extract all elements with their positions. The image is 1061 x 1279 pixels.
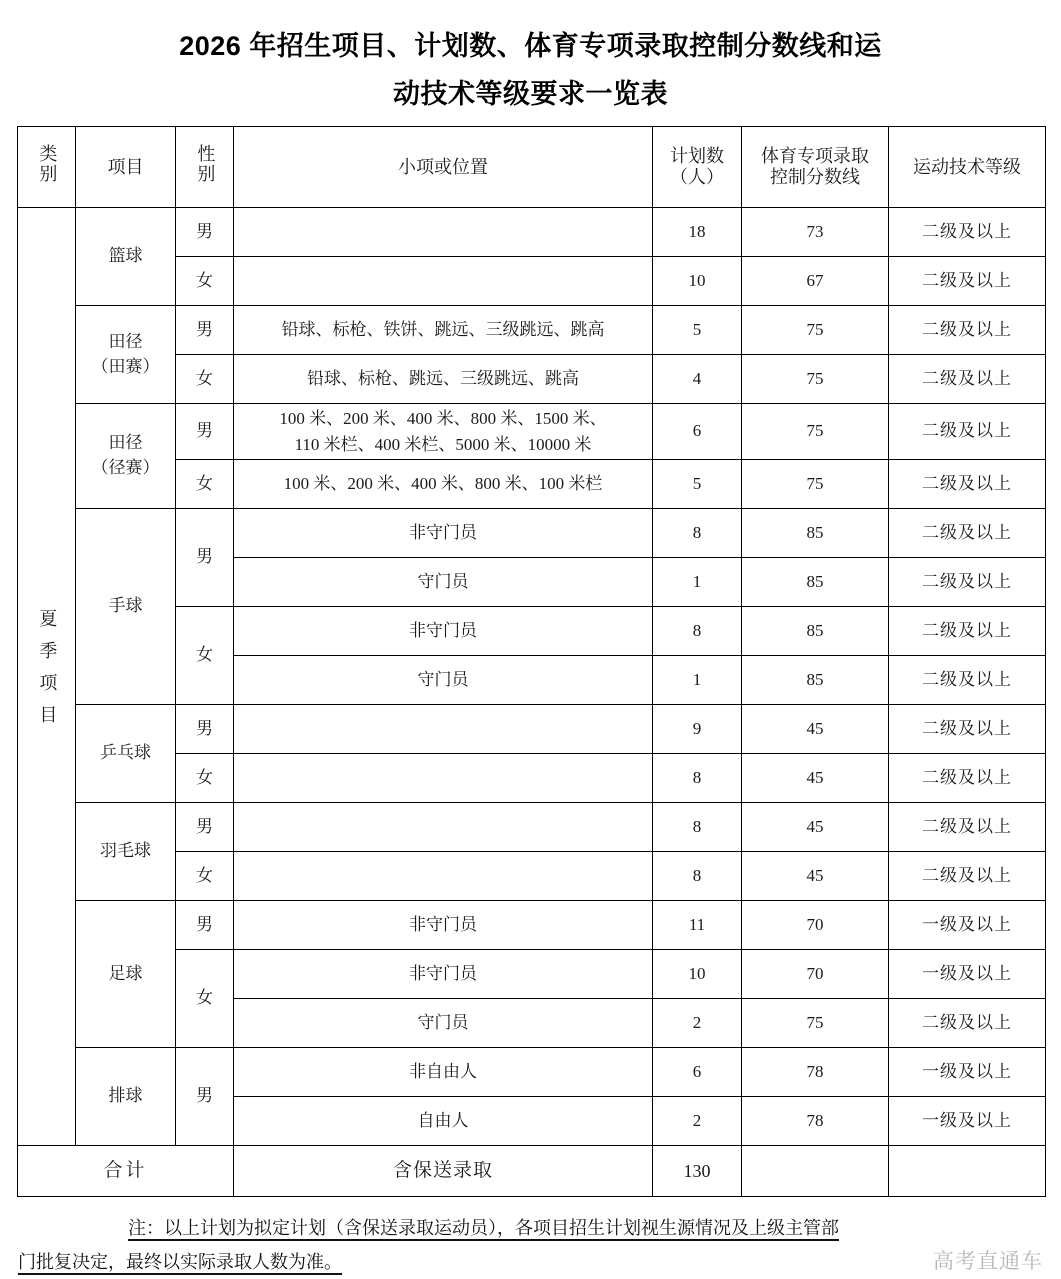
event-cell bbox=[76, 901, 176, 1048]
sub-event-cell bbox=[234, 1048, 653, 1097]
category-cell bbox=[18, 208, 76, 1146]
tech-level-cell: 二级及以上 bbox=[889, 558, 1046, 607]
score-line-cell: 75 bbox=[742, 460, 889, 509]
footnote-line-2: 门批复决定，最终以实际录取人数为准。 bbox=[18, 1252, 342, 1272]
header-plan-count-line2: （人） bbox=[670, 167, 724, 187]
plan-count-cell: 9 bbox=[653, 705, 742, 754]
event-cell bbox=[76, 509, 176, 705]
header-event bbox=[76, 127, 176, 208]
header-sex bbox=[176, 127, 234, 208]
sub-event-cell bbox=[234, 950, 653, 999]
plan-count-cell: 5 bbox=[653, 306, 742, 355]
score-line-cell: 67 bbox=[742, 257, 889, 306]
tech-level-cell: 二级及以上 bbox=[889, 460, 1046, 509]
header-sex-label: 性别 bbox=[195, 143, 216, 184]
table-row bbox=[18, 306, 1046, 355]
sub-event-text: 100 米、200 米、400 米、800 米、100 米栏 bbox=[283, 474, 603, 494]
header-plan-count bbox=[653, 127, 742, 208]
event-name: 篮球 bbox=[108, 246, 143, 266]
plan-count-cell: 10 bbox=[653, 950, 742, 999]
total-plan-count-cell: 130 bbox=[653, 1146, 742, 1197]
sex-cell: 女 bbox=[176, 355, 234, 404]
tech-level-cell: 一级及以上 bbox=[889, 950, 1046, 999]
event-cell bbox=[76, 404, 176, 509]
score-line-cell: 85 bbox=[742, 607, 889, 656]
tech-level-cell: 一级及以上 bbox=[889, 901, 1046, 950]
sex-cell: 女 bbox=[176, 257, 234, 306]
event-cell bbox=[76, 306, 176, 404]
header-score-line bbox=[742, 127, 889, 208]
header-category bbox=[18, 127, 76, 208]
tech-level-cell: 二级及以上 bbox=[889, 306, 1046, 355]
plan-count-cell: 5 bbox=[653, 460, 742, 509]
score-line-cell: 75 bbox=[742, 999, 889, 1048]
score-line-cell: 75 bbox=[742, 355, 889, 404]
tech-level-cell: 二级及以上 bbox=[889, 999, 1046, 1048]
table-row bbox=[18, 705, 1046, 754]
table-body bbox=[18, 208, 1046, 1197]
sub-event-text: 非自由人 bbox=[409, 1062, 477, 1082]
title-line-1: 2026 年招生项目、计划数、体育专项录取控制分数线和运 bbox=[179, 31, 882, 61]
sex-cell: 女 bbox=[176, 460, 234, 509]
event-cell bbox=[76, 208, 176, 306]
plan-count-cell: 2 bbox=[653, 1097, 742, 1146]
plan-count-cell: 11 bbox=[653, 901, 742, 950]
score-line-cell: 75 bbox=[742, 306, 889, 355]
event-name: 田径 bbox=[108, 433, 143, 453]
sub-event-text: 非守门员 bbox=[409, 523, 477, 543]
score-line-cell: 70 bbox=[742, 950, 889, 999]
sub-event-text: 守门员 bbox=[417, 1013, 469, 1033]
header-score-line-line2: 控制分数线 bbox=[770, 167, 860, 187]
sub-event-text: 非守门员 bbox=[409, 621, 477, 641]
header-plan-count-line1: 计划数 bbox=[670, 146, 724, 167]
admissions-table bbox=[17, 126, 1046, 1197]
event-name: 手球 bbox=[108, 596, 143, 616]
plan-count-cell: 4 bbox=[653, 355, 742, 404]
tech-level-cell: 二级及以上 bbox=[889, 509, 1046, 558]
plan-count-cell: 8 bbox=[653, 852, 742, 901]
sub-event-text: 铅球、标枪、跳远、三级跳远、跳高 bbox=[307, 369, 579, 389]
header-row bbox=[18, 127, 1046, 208]
sub-event-cell bbox=[234, 754, 653, 803]
sub-event-cell bbox=[234, 852, 653, 901]
sub-event-cell bbox=[234, 208, 653, 257]
table-row bbox=[18, 509, 1046, 558]
sex-cell: 男 bbox=[176, 901, 234, 950]
tech-level-cell: 二级及以上 bbox=[889, 803, 1046, 852]
header-score-line-line1: 体育专项录取 bbox=[761, 146, 869, 167]
sub-event-cell bbox=[234, 306, 653, 355]
sex-cell: 男 bbox=[176, 509, 234, 607]
header-category-label: 类别 bbox=[37, 143, 58, 184]
score-line-cell: 75 bbox=[742, 404, 889, 460]
plan-count-cell: 1 bbox=[653, 558, 742, 607]
tech-level-cell: 一级及以上 bbox=[889, 1048, 1046, 1097]
plan-count-cell: 6 bbox=[653, 1048, 742, 1097]
tech-level-cell: 二级及以上 bbox=[889, 607, 1046, 656]
sex-cell: 男 bbox=[176, 404, 234, 460]
tech-level-cell: 一级及以上 bbox=[889, 1097, 1046, 1146]
document-title bbox=[0, 0, 1061, 118]
watermark: 高考直通车 bbox=[933, 1250, 1043, 1273]
plan-count-cell: 8 bbox=[653, 803, 742, 852]
table-row bbox=[18, 404, 1046, 460]
tech-level-cell: 二级及以上 bbox=[889, 754, 1046, 803]
sub-event-cell bbox=[234, 607, 653, 656]
sex-cell: 男 bbox=[176, 803, 234, 852]
table-row bbox=[18, 1048, 1046, 1097]
total-level-cell bbox=[889, 1146, 1046, 1197]
score-line-cell: 78 bbox=[742, 1097, 889, 1146]
header-sub-event-label: 小项或位置 bbox=[398, 156, 488, 177]
score-line-cell: 85 bbox=[742, 558, 889, 607]
sub-event-cell bbox=[234, 705, 653, 754]
footnote-line-1: 注：以上计划为拟定计划（含保送录取运动员），各项目招生计划视生源情况及上级主管部 bbox=[128, 1218, 839, 1238]
sub-event-cell bbox=[234, 999, 653, 1048]
sub-event-cell bbox=[234, 257, 653, 306]
event-cell bbox=[76, 705, 176, 803]
sub-event-text: 非守门员 bbox=[409, 964, 477, 984]
table-header bbox=[18, 127, 1046, 208]
sub-event-text: 非守门员 bbox=[409, 915, 477, 935]
sub-event-cell bbox=[234, 803, 653, 852]
plan-count-cell: 8 bbox=[653, 509, 742, 558]
score-line-cell: 78 bbox=[742, 1048, 889, 1097]
sub-event-cell bbox=[234, 558, 653, 607]
event-name: 田径 bbox=[108, 331, 143, 351]
sub-event-cell bbox=[234, 460, 653, 509]
score-line-cell: 85 bbox=[742, 509, 889, 558]
total-row bbox=[18, 1146, 1046, 1197]
sub-event-cell bbox=[234, 656, 653, 705]
footnote bbox=[0, 1197, 1061, 1279]
sub-event-cell bbox=[234, 355, 653, 404]
header-tech-level-label: 运动技术等级 bbox=[913, 156, 1021, 177]
sex-cell: 男 bbox=[176, 306, 234, 355]
sex-cell: 女 bbox=[176, 950, 234, 1048]
sub-event-text: 100 米、200 米、400 米、800 米、1500 米、 bbox=[279, 409, 607, 428]
sex-cell: 男 bbox=[176, 208, 234, 257]
sex-cell: 女 bbox=[176, 852, 234, 901]
sex-cell: 女 bbox=[176, 754, 234, 803]
event-name-sub: （径赛） bbox=[91, 458, 160, 477]
table-row bbox=[18, 803, 1046, 852]
category-label: 夏季项目 bbox=[37, 609, 58, 738]
header-tech-level bbox=[889, 127, 1046, 208]
plan-count-cell: 2 bbox=[653, 999, 742, 1048]
event-name-sub: （田赛） bbox=[91, 356, 160, 376]
tech-level-cell: 二级及以上 bbox=[889, 656, 1046, 705]
sex-cell: 男 bbox=[176, 705, 234, 754]
tech-level-cell: 二级及以上 bbox=[889, 705, 1046, 754]
table-row bbox=[18, 901, 1046, 950]
sub-event-text: 铅球、标枪、铁饼、跳远、三级跳远、跳高 bbox=[281, 320, 605, 340]
sub-event-text: 守门员 bbox=[417, 572, 469, 592]
plan-count-cell: 10 bbox=[653, 257, 742, 306]
admissions-table-container bbox=[0, 118, 1061, 1197]
event-cell bbox=[76, 1048, 176, 1146]
tech-level-cell: 二级及以上 bbox=[889, 852, 1046, 901]
sub-event-cell bbox=[234, 1097, 653, 1146]
header-sub-event bbox=[234, 127, 653, 208]
tech-level-cell: 二级及以上 bbox=[889, 355, 1046, 404]
score-line-cell: 85 bbox=[742, 656, 889, 705]
sub-event-cell bbox=[234, 509, 653, 558]
event-cell bbox=[76, 803, 176, 901]
sub-event-text: 自由人 bbox=[417, 1111, 469, 1131]
table-row bbox=[18, 208, 1046, 257]
sub-event-cell bbox=[234, 404, 653, 460]
event-name: 足球 bbox=[108, 963, 143, 983]
score-line-cell: 70 bbox=[742, 901, 889, 950]
score-line-cell: 45 bbox=[742, 754, 889, 803]
tech-level-cell: 二级及以上 bbox=[889, 257, 1046, 306]
tech-level-cell: 二级及以上 bbox=[889, 404, 1046, 460]
event-name: 羽毛球 bbox=[100, 841, 151, 861]
sub-event-text: 守门员 bbox=[417, 670, 469, 690]
plan-count-cell: 8 bbox=[653, 754, 742, 803]
event-name: 乒乓球 bbox=[100, 743, 151, 763]
sub-event-text-line2: 110 米栏、400 米栏、5000 米、10000 米 bbox=[294, 434, 592, 454]
plan-count-cell: 18 bbox=[653, 208, 742, 257]
score-line-cell: 45 bbox=[742, 705, 889, 754]
score-line-cell: 73 bbox=[742, 208, 889, 257]
event-name: 排球 bbox=[108, 1086, 143, 1106]
score-line-cell: 45 bbox=[742, 852, 889, 901]
tech-level-cell: 二级及以上 bbox=[889, 208, 1046, 257]
total-score-cell bbox=[742, 1146, 889, 1197]
plan-count-cell: 8 bbox=[653, 607, 742, 656]
total-label-cell: 合计 bbox=[18, 1146, 234, 1197]
total-sub-cell: 含保送录取 bbox=[234, 1146, 653, 1197]
title-line-2: 动技术等级要求一览表 bbox=[393, 79, 668, 109]
plan-count-cell: 6 bbox=[653, 404, 742, 460]
sex-cell: 女 bbox=[176, 607, 234, 705]
plan-count-cell: 1 bbox=[653, 656, 742, 705]
score-line-cell: 45 bbox=[742, 803, 889, 852]
sub-event-cell bbox=[234, 901, 653, 950]
header-event-label: 项目 bbox=[107, 156, 144, 177]
sex-cell: 男 bbox=[176, 1048, 234, 1146]
